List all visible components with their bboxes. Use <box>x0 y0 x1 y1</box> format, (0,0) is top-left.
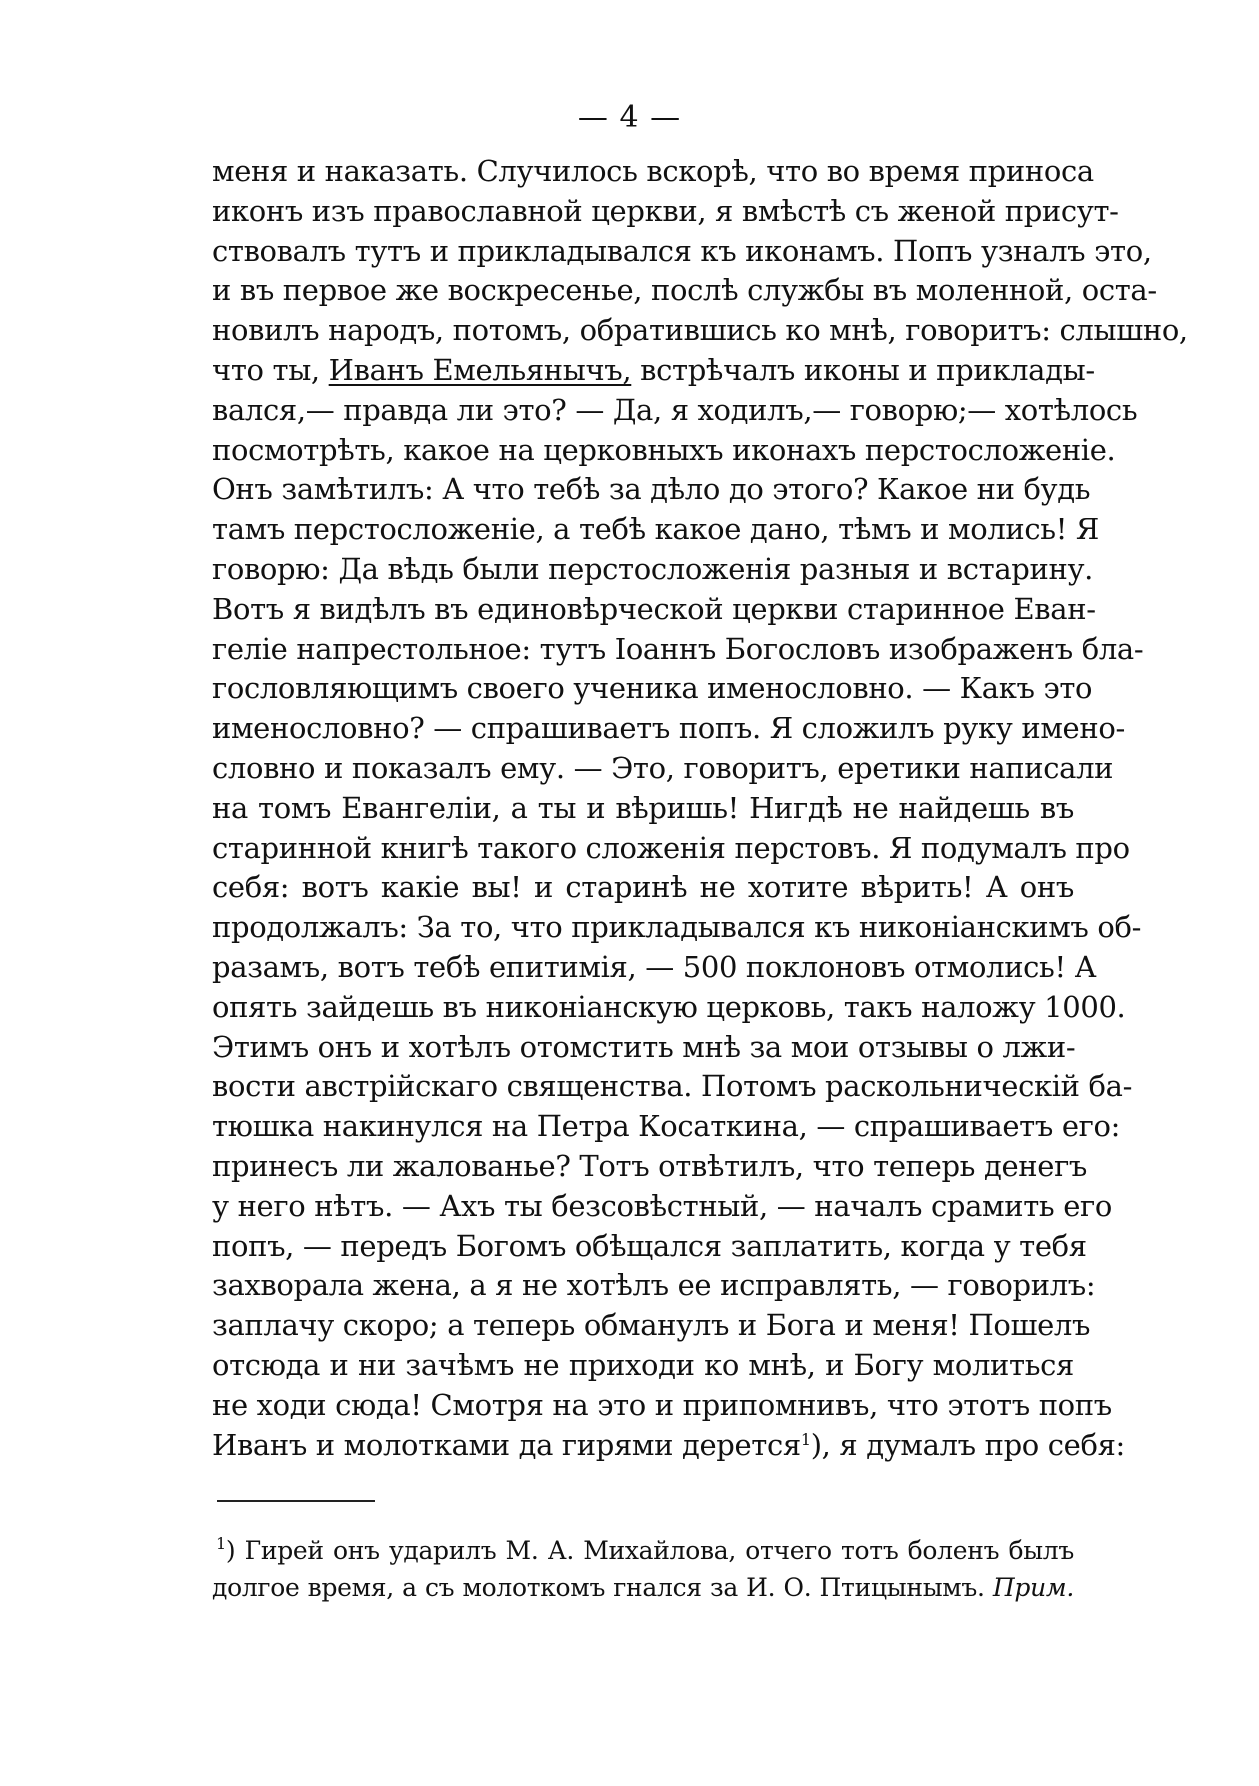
text-line: заплачу скоро; а теперь обманулъ и Бога и меня! Пошелъ <box>212 1308 1091 1343</box>
text-line: геліе напрестольное: тутъ Іоаннъ Богословъ изображенъ бла- <box>212 631 1144 666</box>
text-line: Онъ замѣтилъ: А что тебѣ за дѣло до этого? Какое ни будь <box>212 472 1091 507</box>
text-fragment: ), я думалъ про себя: <box>810 1427 1125 1462</box>
text-line: тюшка накинулся на Петра Косаткина, — спрашиваетъ его: <box>212 1109 1121 1144</box>
body-text <box>212 152 1188 1465</box>
footnote-marker: 1 <box>216 1534 226 1553</box>
footnote-line <box>212 1532 1074 1569</box>
text-line: себя: вотъ какіе вы! и старинѣ не хотите вѣрить! А онъ <box>212 870 1074 905</box>
text-line: гословляющимъ своего ученика именословно. — Какъ это <box>212 671 1093 706</box>
text-line: именословно? — спрашиваетъ попъ. Я сложилъ руку имено- <box>212 711 1125 746</box>
text-line-with-underline <box>212 351 1095 391</box>
footnote-note-label: Прим. <box>992 1573 1074 1602</box>
text-line: опять зайдешь въ никоніанскую церковь, такъ наложу 1000. <box>212 989 1126 1024</box>
text-line: вости австрійскаго священства. Потомъ раскольническій ба- <box>212 1069 1133 1104</box>
text-line: и въ первое же воскресенье, послѣ службы въ моленной, оста- <box>212 273 1157 308</box>
footnote-line <box>212 1569 1074 1606</box>
text-line: принесъ ли жалованье? Тотъ отвѣтилъ, что теперь денегъ <box>212 1148 1088 1183</box>
text-line: говорю: Да вѣдь были перстосложенія разныя и встарину. <box>212 551 1094 586</box>
text-fragment: Иванъ и молотками да гирями дерется <box>212 1427 801 1462</box>
text-fragment: что ты, <box>212 352 320 387</box>
text-line: Вотъ я видѣлъ въ единовѣрческой церкви старинное Еван- <box>212 591 1096 626</box>
text-line: старинной книгѣ такого сложенія перстовъ. Я подумалъ про <box>212 830 1130 865</box>
text-line: иконъ изъ православной церкви, я вмѣстѣ съ женой присут- <box>212 193 1119 228</box>
footnote-divider <box>217 1500 375 1502</box>
underlined-name: Иванъ Емельянычъ, <box>328 352 632 387</box>
text-line: на томъ Евангеліи, а ты и вѣришь! Нигдѣ не найдешь въ <box>212 790 1074 825</box>
text-line: меня и наказать. Случилось вскорѣ, что во время приноса <box>212 154 1094 188</box>
text-fragment: встрѣчалъ иконы и приклады- <box>640 352 1095 387</box>
text-line: вался,— правда ли это? — Да, я ходилъ,— говорю;— хотѣлось <box>212 392 1138 427</box>
text-line: тамъ перстосложеніе, а тебѣ какое дано, тѣмъ и молись! Я <box>212 512 1099 547</box>
text-line: словно и показалъ ему. — Это, говоритъ, еретики написали <box>212 750 1114 785</box>
text-line: отсюда и ни зачѣмъ не приходи ко мнѣ, и Богу молиться <box>212 1347 1074 1382</box>
footnote-reference: 1 <box>800 1429 811 1449</box>
text-line: захворала жена, а я не хотѣлъ ее исправлять, — говорилъ: <box>212 1268 1096 1303</box>
text-line: попъ, — передъ Богомъ обѣщался заплатить, когда у тебя <box>212 1228 1087 1263</box>
footnote-text: долгое время, а съ молоткомъ гнался за И. О. Птицынымъ. <box>212 1573 985 1602</box>
page-number: — 4 — <box>577 100 682 135</box>
text-line-with-footnote-ref <box>212 1426 1125 1466</box>
text-line: Этимъ онъ и хотѣлъ отомстить мнѣ за мои отзывы о лжи- <box>212 1029 1076 1064</box>
text-line: разамъ, вотъ тебѣ епитимія, — 500 поклоновъ отмолись! А <box>212 949 1097 984</box>
text-line: ствовалъ тутъ и прикладывался къ иконамъ. Попъ узналъ это, <box>212 233 1152 268</box>
text-line: не ходи сюда! Смотря на это и припомнивъ, что этотъ попъ <box>212 1387 1112 1422</box>
footnotes <box>212 1532 1074 1606</box>
text-line: новилъ народъ, потомъ, обратившись ко мнѣ, говоритъ: слышно, <box>212 313 1188 348</box>
text-line: продолжалъ: За то, что прикладывался къ никоніанскимъ об- <box>212 910 1142 945</box>
footnote-text: ) Гирей онъ ударилъ М. А. Михайлова, отчего тотъ боленъ былъ <box>225 1536 1074 1565</box>
text-line: у него нѣтъ. — Ахъ ты безсовѣстный, — началъ срамить его <box>212 1188 1112 1223</box>
text-line: посмотрѣть, какое на церковныхъ иконахъ перстосложеніе. <box>212 432 1116 467</box>
